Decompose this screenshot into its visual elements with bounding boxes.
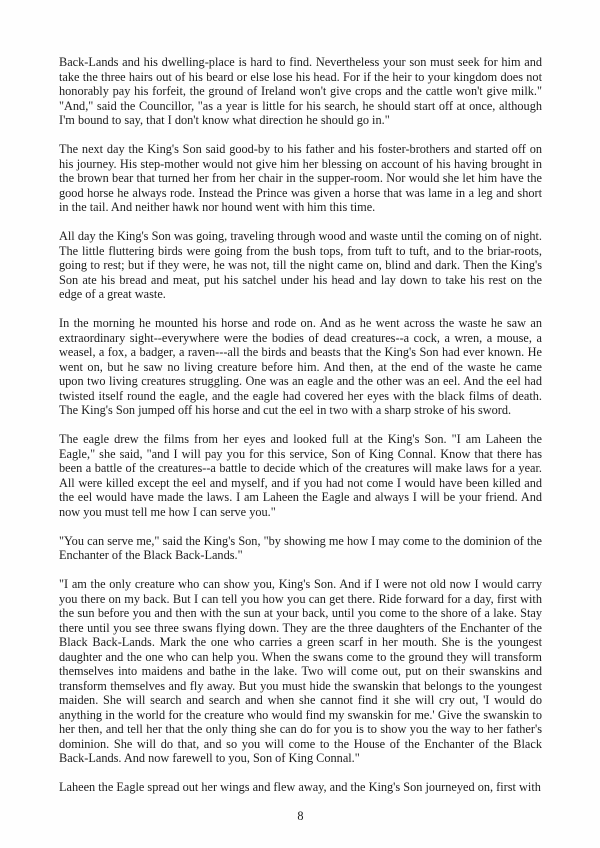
paragraph-1: Back-Lands and his dwelling-place is hard to find. Nevertheless your son must seek for him and take the three hairs out of his beard or else lose his head. For if the heir to your kingdom does not honorably pay his forfeit, the ground of Ireland won't give crops and the cattle won't give milk." "And," said the Councillor, "as a year is little for his search, he should start off at once, although I'm bound to say, that I don't know what direction he should go in." — [59, 55, 542, 127]
paragraph-2: The next day the King's Son said good-by to his father and his foster-brothers and started off on his journey. His step-mother would not give him her blessing on account of his having brought in the brown bear that turned her from her chair in the supper-room. Nor would she let him have the good horse he always rode. Instead the Prince was given a horse that was lame in a leg and short in the tail. And neither hawk nor hound went with him this time. — [59, 142, 542, 214]
paragraph-5: The eagle drew the films from her eyes and looked full at the King's Son. "I am Laheen the Eagle," she said, "and I will pay you for this service, Son of King Connal. Know that there has been a battle of the creatures--a battle to decide which of the creatures will make laws for a year. All were killed except the eel and myself, and if you had not come I would have been killed and the eel would have made the laws. I am Laheen the Eagle and always I will be your friend. And now you must tell me how I can serve you." — [59, 432, 542, 519]
paragraph-7: "I am the only creature who can show you, King's Son. And if I were not old now I would carry you there on my back. But I can tell you how you can get there. Ride forward for a day, first with the sun before you and then with the sun at your back, until you come to the shore of a lake. Stay there until you see three swans flying down. They are the three daughters of the Enchanter of the Black Back-Lands. Mark the one who carries a green scarf in her mouth. She is the youngest daughter and the one who can help you. When the swans come to the ground they will transform themselves into maidens and bathe in the lake. Two will come out, put on their swanskins and transform themselves and fly away. But you must hide the swanskin that belongs to the youngest maiden. She will search and search and when she cannot find it she will cry out, 'I would do anything in the world for the creature who would find my swanskin for me.' Give the swanskin to her then, and tell her that the only thing she can do for you is to show you the way to her father's dominion. She will do that, and so you will come to the House of the Enchanter of the Black Back-Lands. And now farewell to you, Son of King Connal." — [59, 577, 542, 765]
paragraph-8: Laheen the Eagle spread out her wings and flew away, and the King's Son journeyed on, first with — [59, 780, 541, 794]
paragraph-3: All day the King's Son was going, traveling through wood and waste until the coming on of night. The little fluttering birds were going from the bush tops, from tuft to tuft, and to the briar-roots, going to rest; but if they were, he was not, till the night came on, blind and dark. Then the King's Son ate his bread and meat, put his satchel under his head and lay down to take his rest on the edge of a great waste. — [59, 229, 542, 301]
paragraph-6: "You can serve me," said the King's Son, "by showing me how I may come to the dominion of the Enchanter of the Black Back-Lands." — [59, 533, 542, 562]
paragraph-4: In the morning he mounted his horse and rode on. And as he went across the waste he saw an extraordinary sight--everywhere were the bodies of dead creatures--a cock, a wren, a mouse, a weasel, a fox, a badger, a raven---all the birds and beasts that the King's Son had ever known. He went on, but he saw no living creature before him. And then, at the end of the waste he came upon two living creatures struggling. One was an eagle and the other was an eel. And the eel had twisted itself round the eagle, and the eagle had covered her eyes with the black films of death. The King's Son jumped off his horse and cut the eel in two with a sharp stroke of his sword. — [59, 316, 542, 417]
page-number: 8 — [297, 809, 304, 823]
text-block — [59, 55, 542, 795]
